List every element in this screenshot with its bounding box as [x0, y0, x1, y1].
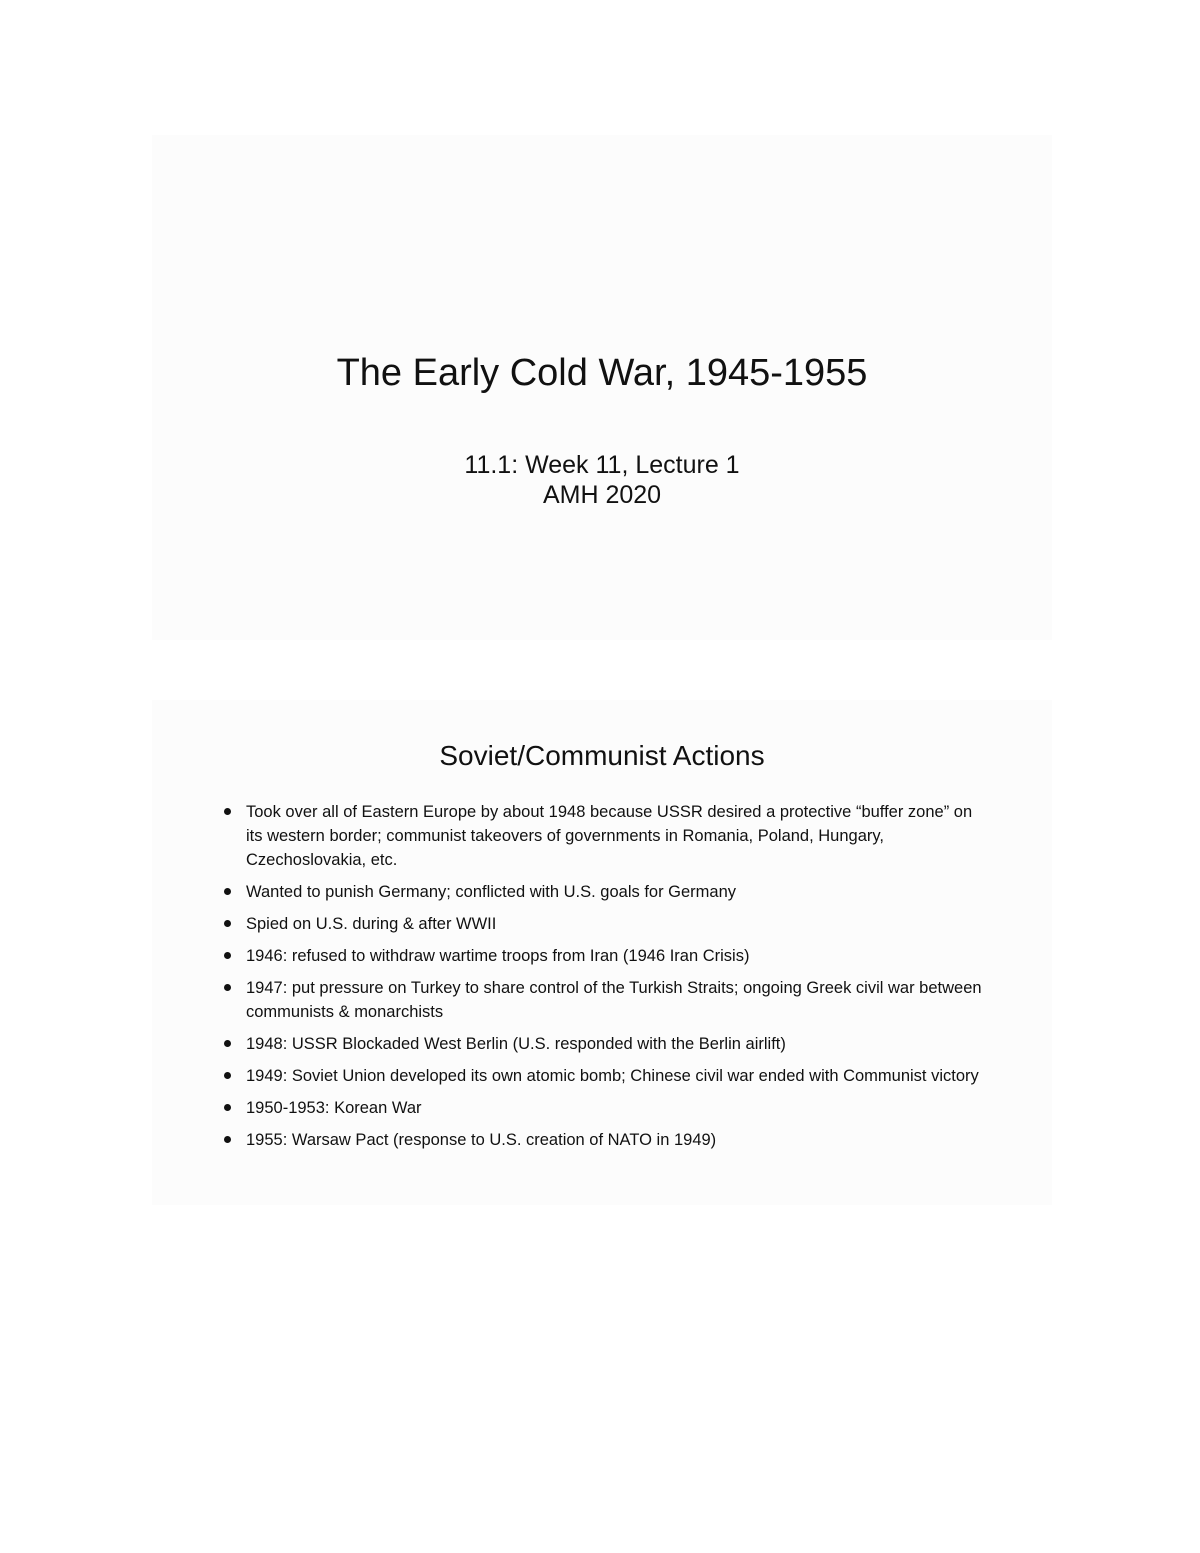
bullet-text: 1955: Warsaw Pact (response to U.S. creation of NATO in 1949) [246, 1131, 717, 1149]
slide-heading: Soviet/Communist Actions [439, 740, 765, 771]
list-item [222, 1032, 982, 1056]
course-code: AMH 2020 [542, 481, 662, 509]
bullet-text: 1946: refused to withdraw wartime troops from Iran (1946 Iran Crisis) [246, 947, 750, 965]
bullet-dot-icon [224, 1072, 231, 1079]
list-item [222, 880, 982, 904]
lecture-subtitle [152, 450, 1052, 510]
list-item [222, 976, 982, 1024]
list-item [222, 944, 982, 968]
bullet-text: Spied on U.S. during & after WWII [246, 915, 497, 933]
bullet-dot-icon [224, 888, 231, 895]
bullet-dot-icon [224, 1104, 231, 1111]
bullet-dot-icon [224, 952, 231, 959]
bullet-dot-icon [224, 984, 231, 991]
bullet-dot-icon [224, 808, 231, 815]
bullet-text: 1948: USSR Blockaded West Berlin (U.S. responded with the Berlin airlift) [246, 1035, 786, 1053]
lecture-title: The Early Cold War, 1945-1955 [336, 352, 868, 394]
title-slide [152, 135, 1052, 640]
bullet-text: 1947: put pressure on Turkey to share control of the Turkish Straits; ongoing Greek civil war between communists & monarchists [246, 979, 982, 1021]
bullet-text: Took over all of Eastern Europe by about 1948 because USSR desired a protective “buffer zone” on its western border; communist takeovers of governments in Romania, Poland, Hungary, Czechoslovakia, etc. [246, 803, 973, 869]
list-item [222, 1064, 982, 1088]
content-slide [152, 700, 1052, 1205]
bullet-dot-icon [224, 1136, 231, 1143]
bullet-text: 1949: Soviet Union developed its own atomic bomb; Chinese civil war ended with Communist victory [246, 1067, 979, 1085]
bullet-list [222, 800, 982, 1160]
list-item [222, 800, 982, 872]
list-item [222, 1128, 982, 1152]
bullet-text: Wanted to punish Germany; conflicted with U.S. goals for Germany [246, 883, 737, 901]
bullet-text: 1950-1953: Korean War [246, 1099, 422, 1117]
list-item [222, 1096, 982, 1120]
list-item [222, 912, 982, 936]
bullet-dot-icon [224, 920, 231, 927]
lecture-number: 11.1: Week 11, Lecture 1 [464, 451, 740, 479]
bullet-dot-icon [224, 1040, 231, 1047]
